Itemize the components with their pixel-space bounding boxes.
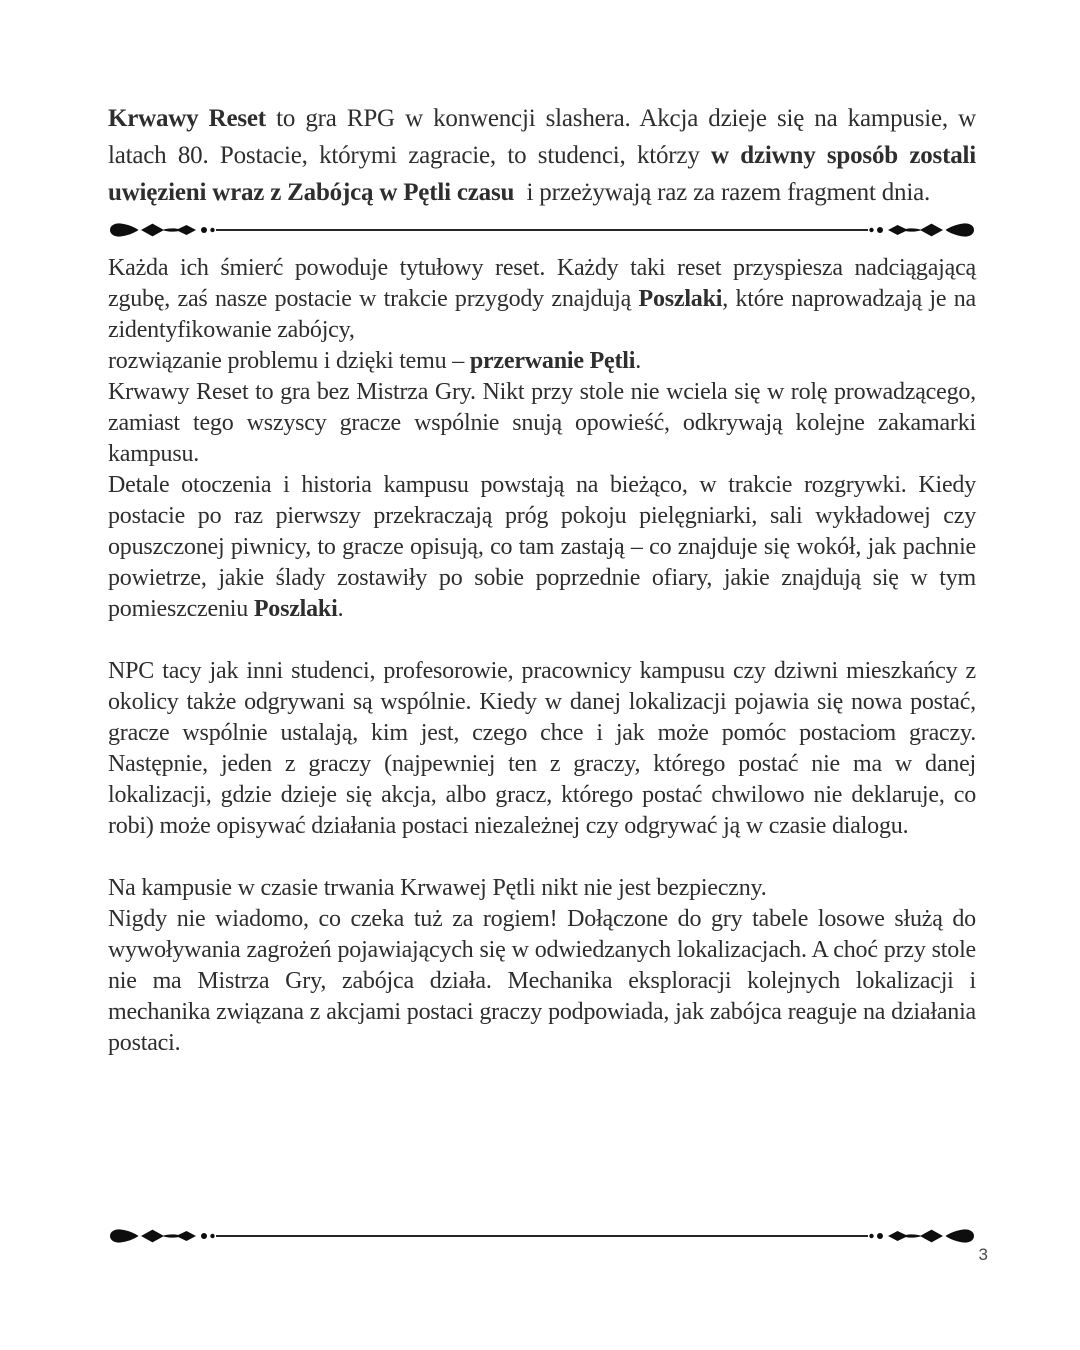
body-paragraph [108,377,976,470]
paragraph-spacer [108,625,976,656]
text-run: i przeżywają raz za razem fragment dnia. [514,179,931,206]
page-content [108,0,976,1059]
text-run: . [337,596,344,622]
text-run: Detale otoczenia i historia kampusu powstają na bieżąco, w trakcie rozgrywki. Kiedy postacie po raz pierwszy przekraczają próg pokoju pielęgniarki, sali wykładowej czy opuszczonej piwnicy, to gracze opisują, co tam zastają – co znajduje się wokół, jak pachnie powietrze, jakie ślady zostawiły po sobie poprzednie ofiary, jakie znajdują się w tym pomieszczeniu [108,472,976,622]
body-paragraph [108,253,976,346]
body-paragraph [108,470,976,625]
bold-text-run: Krwawy Reset [108,105,266,132]
bold-text-run: przerwanie Pętli [469,348,636,374]
bold-text-run: w dziwny sposób zostali uwięzieni wraz z Zabójcą w Pętli czasu [108,142,976,206]
intro-paragraph [108,0,976,211]
text-run: Każda ich śmierć powoduje tytułowy reset. Każdy taki reset przyspiesza nadciągającą zgubę, zaś nasze postacie w trakcie przygody znajdują [108,255,976,312]
body-paragraph [108,346,976,377]
body-paragraph [108,656,976,842]
ornamental-divider-bottom-icon [108,1226,976,1246]
text-run: Na kampusie w czasie trwania Krwawej Pętli nikt nie jest bezpieczny. [108,875,767,901]
text-run: rozwiązanie problemu i dzięki temu – [108,348,470,374]
divider-left-ornament-icon [110,1229,215,1242]
body-paragraph [108,873,976,904]
divider-right-ornament-icon [869,223,974,236]
bold-text-run: Poszlaki [638,286,723,312]
divider-left-ornament-icon [110,223,215,236]
text-run: , które naprowadzają je na zidentyfikowanie zabójcy, [108,286,976,343]
text-run: Krwawy Reset to gra bez Mistrza Gry. Nikt przy stole nie wciela się w rolę prowadzącego, zamiast tego wszyscy gracze wspólnie snują opowieść, odkrywają kolejne zakamarki kampusu. [108,379,976,467]
paragraph-spacer [108,842,976,873]
text-run: Nigdy nie wiadomo, co czeka tuż za rogiem! Dołączone do gry tabele losowe służą do wywoływania zagrożeń pojawiających się w odwiedzanych lokalizacjach. A choć przy stole nie ma Mistrza Gry, zabójca działa. Mechanika eksploracji kolejnych lokalizacji i mechanika związana z akcjami postaci graczy podpowiada, jak zabójca reaguje na działania postaci. [108,906,976,1056]
body-paragraph [108,904,976,1059]
page-number: 3 [978,1245,988,1264]
divider-right-ornament-icon [869,1229,974,1242]
ornamental-divider-top-icon [108,220,976,240]
text-run: NPC tacy jak inni studenci, profesorowie, pracownicy kampusu czy dziwni mieszkańcy z okolicy także odgrywani są wspólnie. Kiedy w danej lokalizacji pojawia się nowa postać, gracze wspólnie ustalają, kim jest, czego chce i jak może pomóc postaciom graczy. Następnie, jeden z graczy (najpewniej ten z graczy, którego postać nie ma w danej lokalizacji, gdzie dzieje się akcja, albo gracz, którego postać chwilowo nie deklaruje, co robi) może opisywać działania postaci niezależnej czy odgrywać ją w czasie dialogu. [108,658,976,839]
body-text [108,253,976,1059]
text-run: . [635,348,642,374]
bold-text-run: Poszlaki [253,596,338,622]
text-run: to gra RPG w konwencji slashera. Akcja dzieje się na kampusie, w latach 80. Postacie, którymi zagracie, to studenci, którzy [108,105,976,169]
